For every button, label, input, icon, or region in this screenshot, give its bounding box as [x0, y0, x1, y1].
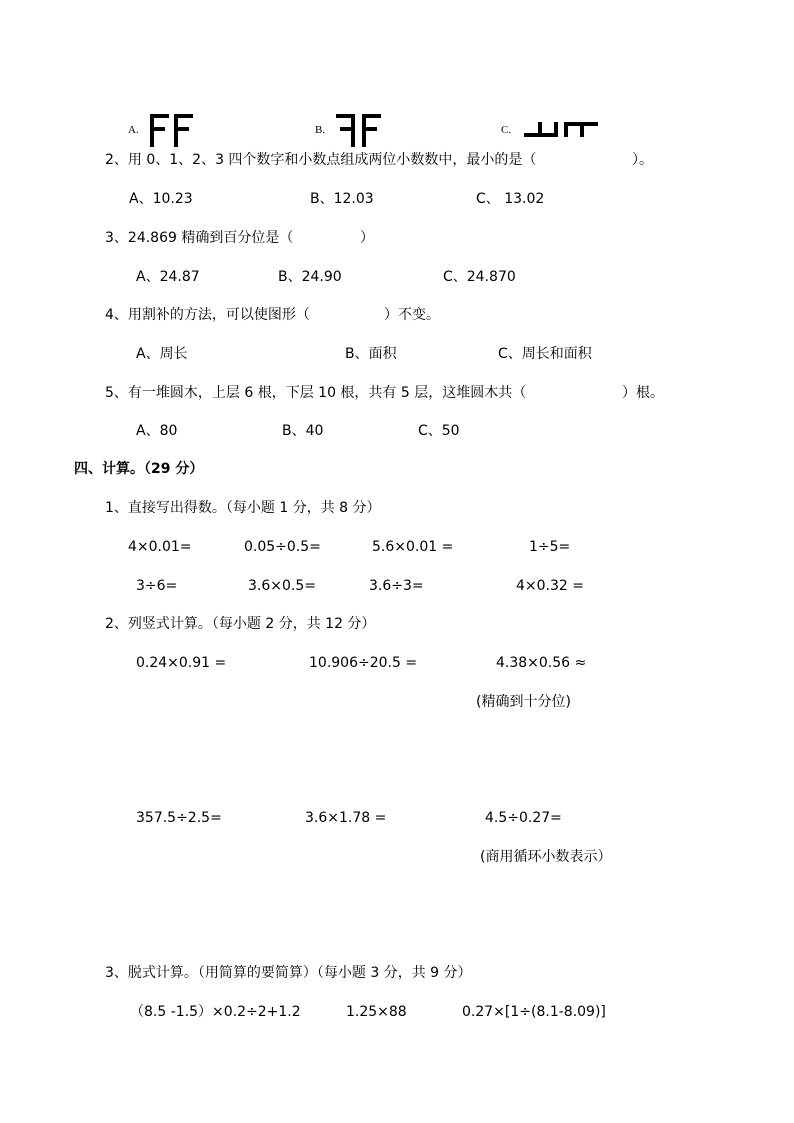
vertical-calc-1: 0.24×0.91 =	[136, 655, 227, 671]
step-calc-1: （8.5 -1.5）×0.2÷2+1.2	[130, 1004, 301, 1020]
mental-calc-1: 4×0.01=	[128, 539, 192, 555]
mental-calc-7: 3.6÷3=	[369, 578, 424, 594]
part-1-title: 1、直接写出得数。（每小题 1 分，共 8 分）	[105, 500, 381, 516]
vertical-calc-2: 10.906÷20.5 =	[309, 655, 418, 671]
mental-calc-4: 1÷5=	[529, 539, 571, 555]
q3-option-a: A、24.87	[136, 269, 200, 285]
vertical-calc-3: 4.38×0.56 ≈	[496, 655, 587, 671]
vertical-calc-3-note: (精确到十分位)	[476, 694, 571, 710]
step-calc-3: 0.27×[1÷(8.1-8.09)]	[462, 1004, 606, 1020]
q1-option-b-letter: B.	[315, 124, 326, 136]
mental-calc-5: 3÷6=	[136, 578, 178, 594]
q5-option-b: B、40	[282, 423, 324, 439]
step-calc-2: 1.25×88	[346, 1004, 407, 1020]
mental-calc-6: 3.6×0.5=	[248, 578, 316, 594]
q2-option-b: B、12.03	[310, 191, 374, 207]
q4-close: ）不变。	[384, 307, 440, 323]
q1-option-a-letter: A.	[128, 124, 139, 136]
q4-option-b: B、面积	[345, 346, 397, 362]
q2-close: ）。	[632, 152, 653, 168]
q4-option-a: A、周长	[136, 346, 188, 362]
q1-option-c-letter: C.	[501, 124, 512, 136]
mirrored-f-shape-icon	[334, 112, 386, 148]
part-2-title: 2、列竖式计算。（每小题 2 分，共 12 分）	[105, 616, 376, 632]
rotated-f-shape-icon	[522, 118, 602, 142]
vertical-calc-6-note: (商用循环小数表示）	[480, 849, 612, 865]
q2-option-c: C、 13.02	[476, 191, 545, 207]
q3-option-b: B、24.90	[278, 269, 342, 285]
q5-option-a: A、80	[136, 423, 178, 439]
ff-shape-icon	[148, 112, 198, 148]
part-3-title: 3、脱式计算。（用简算的要简算）（每小题 3 分，共 9 分）	[105, 965, 472, 981]
vertical-calc-6: 4.5÷0.27=	[485, 810, 562, 826]
q4-text: 4、用割补的方法，可以使图形（	[105, 307, 310, 323]
vertical-calc-5: 3.6×1.78 =	[305, 810, 387, 826]
q5-close: ）根。	[622, 385, 664, 401]
mental-calc-8: 4×0.32 =	[516, 578, 584, 594]
q4-option-c: C、周长和面积	[498, 346, 592, 362]
q3-option-c: C、24.870	[443, 269, 516, 285]
q3-text: 3、24.869 精确到百分位是（	[105, 230, 294, 246]
section-4-title: 四、计算。（29 分）	[74, 461, 204, 477]
q2-text: 2、用 0、1、2、3 四个数字和小数点组成两位小数数中，最小的是（	[105, 152, 537, 168]
q5-option-c: C、50	[418, 423, 460, 439]
mental-calc-3: 5.6×0.01 =	[372, 539, 454, 555]
vertical-calc-4: 357.5÷2.5=	[136, 810, 222, 826]
q2-option-a: A、10.23	[129, 191, 193, 207]
q3-close: ）	[360, 230, 374, 246]
mental-calc-2: 0.05÷0.5=	[244, 539, 321, 555]
q5-text: 5、有一堆圆木，上层 6 根，下层 10 根，共有 5 层，这堆圆木共（	[105, 385, 527, 401]
